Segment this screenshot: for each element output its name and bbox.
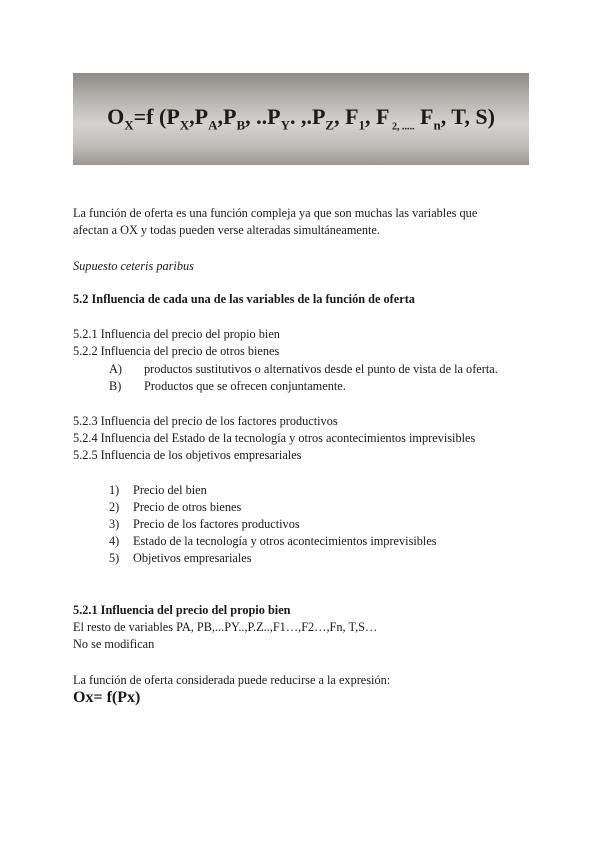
subsection-5-2-4: 5.2.4 Influencia del Estado de la tecnología y otros acontecimientos imprevisibles [73,431,476,445]
list-item-text: Estado de la tecnología y otros acontecimientos imprevisibles [133,534,437,548]
list-item-text: Precio de los factores productivos [133,517,300,531]
formula-subscript: X [179,117,190,133]
formula-subscript: A [208,117,218,133]
formula-banner [73,73,529,165]
list-item-text: Objetivos empresariales [133,551,252,565]
subsection-5-2-3: 5.2.3 Influencia del precio de los factores productivos [73,414,338,428]
formula-subscript: 2, ..... [389,121,415,133]
formula-subscript: 1 [358,117,366,133]
section-heading: 5.2 Influencia de cada una de las variables de la función de oferta [73,292,415,306]
no-change-line: No se modifican [73,637,155,651]
list-item-text: Precio de otros bienes [133,500,242,514]
letter-item-text: productos sustitutivos o alternativos desde el punto de vista de la oferta. [144,362,498,376]
formula-term: , T, S) [440,104,495,130]
formula-term: P [311,104,326,130]
heading-5-2-1: 5.2.1 Influencia del precio del propio bien [73,603,291,617]
reduced-formula: Ox= f(Px) [73,689,141,706]
subsection-5-2-5: 5.2.5 Influencia de los objetivos empresariales [73,448,302,462]
letter-item-text: Productos que se ofrecen conjuntamente. [144,379,346,393]
formula-term: O [107,104,125,130]
intro-paragraph-line: afectan a OX y todas pueden verse alteradas simultáneamente. [73,223,380,237]
formula-term: P [166,104,180,130]
remaining-variables-line: El resto de variables PA, PB,...PY..,P.Z..,F1…,F2…,Fn, T,S… [73,620,378,634]
list-number: 4) [109,534,120,548]
intro-paragraph-line: La función de oferta es una función compleja ya que son muchas las variables que [73,206,478,220]
formula-subscript: X [124,117,134,133]
subsection-5-2-1: 5.2.1 Influencia del precio del propio bien [73,327,280,341]
list-number: 3) [109,517,120,531]
formula-term: P [267,104,281,130]
formula-term: , [334,104,346,130]
formula-subscript: Z [325,117,335,133]
formula-term: F [345,104,359,130]
reduction-sentence: La función de oferta considerada puede reducirse a la expresión: [73,673,391,687]
formula-term: =f ( [133,104,167,130]
formula-term: . ,. [289,104,312,130]
formula-term: , [189,104,195,130]
formula-subscript: n [433,117,441,133]
letter-marker: B) [109,379,122,393]
formula-term: , [217,104,223,130]
formula-term: P [223,104,237,130]
subsection-5-2-2: 5.2.2 Influencia del precio de otros bienes [73,344,280,358]
list-number: 5) [109,551,120,565]
supply-function-formula [107,104,495,133]
list-number: 1) [109,483,120,497]
formula-subscript: Y [280,117,290,133]
letter-marker: A) [109,362,122,376]
formula-term: P [194,104,209,130]
list-item-text: Precio del bien [133,483,207,497]
ceteris-paribus-note: Supuesto ceteris paribus [73,259,194,273]
formula-term: F [376,104,390,130]
formula-term: , [365,104,377,130]
formula-term: F [420,104,434,130]
list-number: 2) [109,500,120,514]
formula-term: , .. [245,104,268,130]
formula-subscript: B [236,117,246,133]
